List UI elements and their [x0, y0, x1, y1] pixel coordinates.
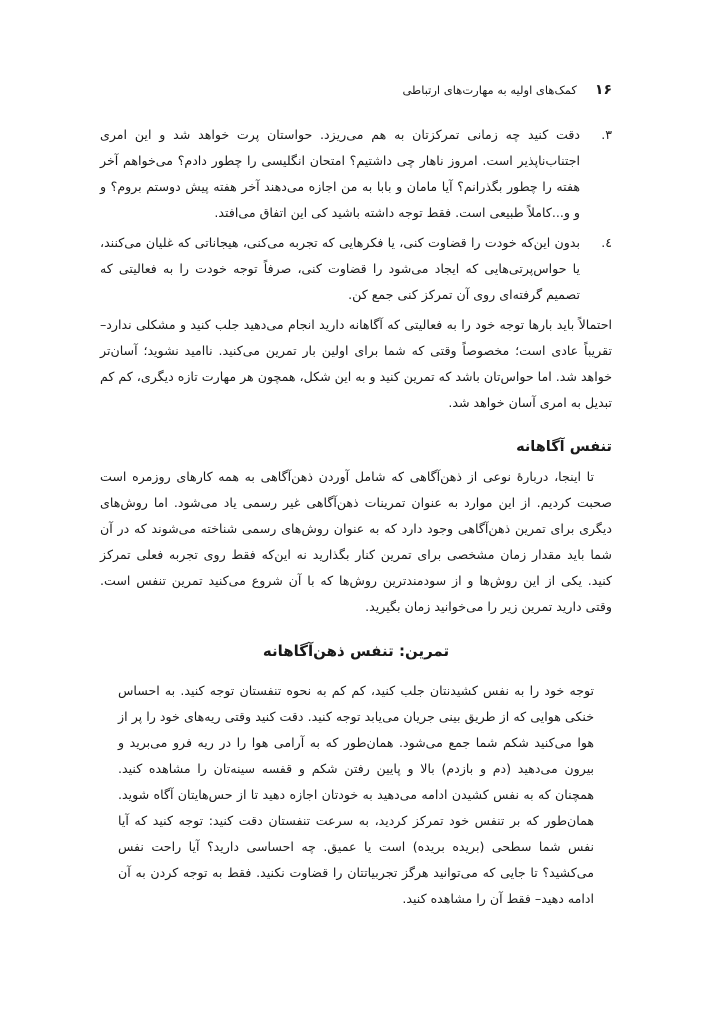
list-item [100, 230, 612, 308]
page-content [100, 122, 612, 912]
running-header [100, 82, 612, 104]
running-header-title: کمک‌های اولیه به مهارت‌های ارتباطی [402, 83, 577, 97]
section-heading: تنفس آگاهانه [516, 439, 612, 455]
exercise-heading: تمرین: تنفس ذهن‌آگاهانه [262, 642, 450, 660]
exercise-paragraph: توجه خود را به نفس کشیدنتان جلب کنید، کم کم به نحوه تنفستان توجه کنید. به احساس خنکی هوایی که از طریق بینی جریان می‌یابد توجه کنید. دقت کنید وقتی ریه‌های خود را پر از هوا می‌کنید شکم شما جمع می‌شود. همان‌طور که به آرامی هوا را در ریه فرو می‌برید و بیرون می‌دهید (دم و بازدم) بالا و پایین رفتن شکم و قفسه سینه‌تان را مشاهده کنید. همچنان که به نفس کشیدن ادامه می‌دهید به خودتان اجازه دهید تا از حس‌هایتان آگاه شوید. همان‌طور که بر تنفس خود تمرکز کردید، به سرعت تنفستان دقت کنید: توجه کنید که آیا نفس شما سطحی (بریده بریده) است یا عمیق. چه احساسی دارید؟ آیا راحت نفس می‌کشید؟ تا جایی که می‌توانید هرگز تجربیاتتان را قضاوت نکنید. فقط به توجه کردن به آن ادامه دهید– فقط آن را مشاهده کنید. [118, 683, 594, 906]
list-item-number: ۳. [601, 127, 612, 142]
list-item-text: دقت کنید چه زمانی تمرکزتان به هم می‌ریزد. حواستان پرت خواهد شد و این امری اجتناب‌ناپذیر است. امروز ناهار چی داشتیم؟ امتحان انگلیسی را چطور دادم؟ می‌خواهم آخر هفته را چطور بگذرانم؟ آیا مامان و بابا به من اجازه می‌دهند آخر هفته پیش دوستم بروم؟ و و و...کاملاً طبیعی است. فقط توجه داشته باشید کی این اتفاق می‌افتد. [100, 127, 580, 220]
list-item [100, 122, 612, 226]
body-paragraph: تا اینجا، دربارهٔ نوعی از ذهن‌آگاهی که شامل آوردن ذهن‌آگاهی به همه کارهای روزمره است صحبت کردیم. از این موارد به عنوان تمرینات ذهن‌آگاهی غیر رسمی یاد می‌شود. اما روش‌های دیگری برای تمرین ذهن‌آگاهی وجود دارد که به عنوان روش‌های رسمی شناخته می‌شوند که در آن شما باید مقدار زمان مشخصی برای تمرین کنار بگذارید نه این‌که فقط روی تجربه فعلی تمرکز کنید. یکی از این روش‌ها و از سودمندترین روش‌ها که با آن شروع می‌کنید تمرین تنفس است. وقتی دارید تمرین زیر را می‌خوانید زمان بگیرید. [100, 469, 612, 614]
list-item-text: بدون این‌که خودت را قضاوت کنی، یا فکرهایی که تجربه می‌کنی، هیجاناتی که غلیان می‌کنند، یا حواس‌پرتی‌هایی که ایجاد می‌شود را قضاوت کنی، صرفاً توجه خودت را به فعالیتی که تصمیم گرفته‌ای روی آن تمرکز کنی جمع کن. [100, 235, 580, 302]
list-item-number: ٤. [601, 235, 612, 250]
page-number: ۱۶ [594, 82, 612, 98]
body-paragraph: احتمالاً باید بارها توجه خود را به فعالیتی که آگاهانه دارید انجام می‌دهید جلب کنید و مشکلی ندارد– تقریباً عادی است؛ مخصوصاً وقتی که شما برای اولین بار تمرین می‌کنید. ناامید نشوید؛ آسان‌تر خواهد شد. اما حواس‌تان باشد که تمرین کنید و به این شکل، همچون هر مهارت تازه دیگری، کم کم تبدیل به امری آسان خواهد شد. [100, 317, 612, 410]
numbered-list [100, 122, 612, 308]
